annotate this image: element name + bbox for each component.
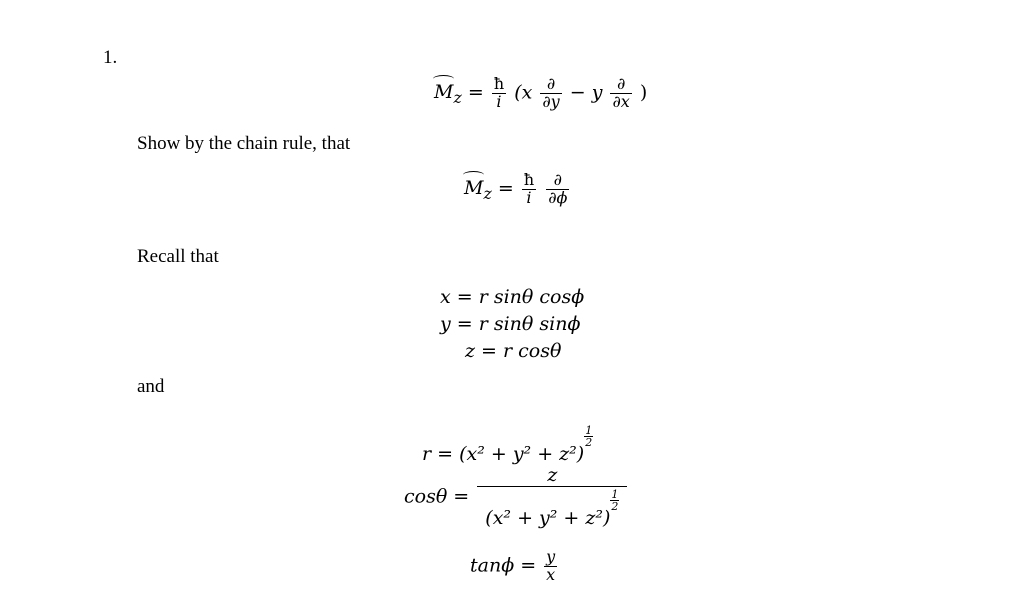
fraction-cos <box>477 466 627 529</box>
subscript-z: z <box>453 88 462 108</box>
exponent-numerator: 1 <box>585 424 593 437</box>
fraction-d-dphi <box>546 172 569 207</box>
tan-numerator: y <box>546 547 556 566</box>
eq1-minus-y: − y <box>569 81 603 104</box>
cos-denominator-base: (x² + y² + z²) <box>485 506 611 529</box>
coord-x: x = r sinθ cosϕ <box>440 286 585 308</box>
exponent-denominator: 2 <box>611 499 619 513</box>
problem-number: 1. <box>103 47 118 68</box>
equation-mz-spherical <box>464 172 571 207</box>
fraction-tan <box>544 549 557 584</box>
equation-cos-theta <box>404 466 629 529</box>
imaginary-i: i <box>526 187 532 207</box>
tan-lhs: tanϕ = <box>470 554 537 577</box>
partial-y: ∂y <box>542 91 560 111</box>
exponent-half <box>584 425 593 448</box>
partial-phi: ∂ϕ <box>548 187 568 207</box>
hbar: ħ <box>493 74 505 93</box>
exponent-numerator: 1 <box>611 487 619 501</box>
partial-symbol: ∂ <box>610 76 631 94</box>
fraction-hbar-over-i <box>492 76 506 111</box>
operator-m: M <box>464 177 484 200</box>
fraction-d-dx <box>610 76 631 111</box>
operator-m: M <box>434 81 454 104</box>
subscript-z: z <box>483 184 492 204</box>
label-and: and <box>137 376 165 397</box>
equation-r <box>422 425 593 465</box>
hbar: ħ <box>523 170 535 189</box>
imaginary-i: i <box>496 91 502 111</box>
exponent-half <box>610 489 619 512</box>
fraction-hbar-over-i <box>522 172 536 207</box>
exponent-denominator: 2 <box>585 436 593 449</box>
partial-x: ∂x <box>612 91 630 111</box>
fraction-d-dy <box>540 76 561 111</box>
r-expression: r = (x² + y² + z²) <box>422 443 585 465</box>
label-show-chain-rule: Show by the chain rule, that <box>137 133 351 154</box>
partial-symbol: ∂ <box>540 76 561 94</box>
cos-denominator <box>477 487 627 529</box>
partial-symbol: ∂ <box>546 172 569 190</box>
equation-tan-phi <box>470 549 559 584</box>
equals-sign: = <box>497 177 514 200</box>
coord-y: y = r sinθ sinϕ <box>440 313 581 335</box>
coord-z: z = r cosθ <box>465 340 562 362</box>
tan-denominator: x <box>546 564 556 584</box>
label-recall: Recall that <box>137 246 219 267</box>
equals-sign: = <box>467 81 484 104</box>
eq1-close: ) <box>639 81 648 104</box>
cos-numerator: z <box>477 466 627 487</box>
equation-mz-cartesian <box>434 76 647 111</box>
cos-lhs: cosθ = <box>404 485 470 508</box>
eq1-open: (x <box>514 81 533 104</box>
